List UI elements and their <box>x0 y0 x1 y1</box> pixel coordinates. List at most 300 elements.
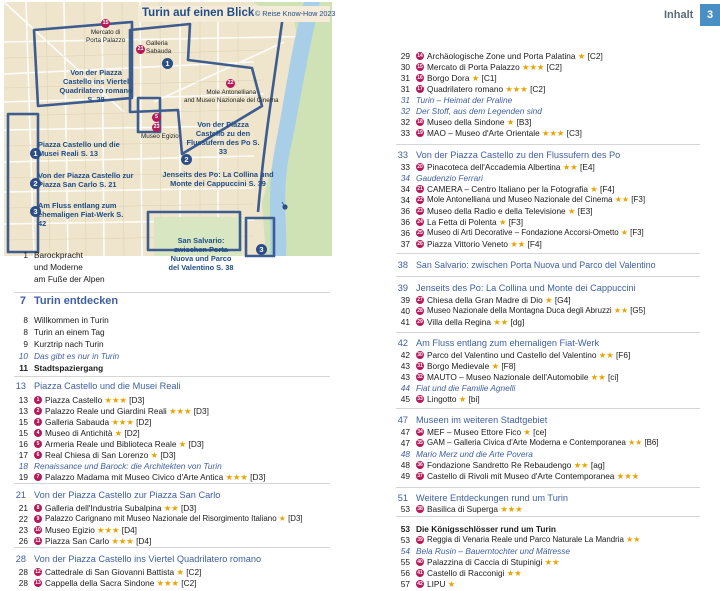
toc-page-num: 36 <box>400 217 410 227</box>
toc-title: Piazza Castello und die Musei Reali <box>34 381 181 391</box>
map-ref: [D3] <box>193 406 209 416</box>
map-ref: [F4] <box>527 239 542 249</box>
toc-page-num: 28 <box>18 567 28 577</box>
star-rating: ★★ <box>562 162 578 172</box>
star-rating: ★ <box>577 51 586 61</box>
toc-title: Museo Nazionale della Montagna Duca degli Abruzzi <box>427 306 612 315</box>
map-poi-label: Mercato di Porta Palazzo <box>86 29 126 44</box>
toc-title: LIPU <box>427 579 446 589</box>
poi-badge: 19 <box>417 130 423 136</box>
toc-title: Piazza San Carlo <box>45 536 110 546</box>
toc-page-num: 51 <box>397 493 408 503</box>
divider <box>396 487 700 488</box>
toc-page-num: 36 <box>400 206 410 216</box>
map-ref: [D3] <box>188 439 204 449</box>
toc-title: Villa della Regina <box>427 317 491 327</box>
toc-title: Palazzina di Caccia di Stupinigi <box>427 557 543 567</box>
toc-title: MEF – Museo Ettore Fico <box>427 427 522 437</box>
star-rating: ★★★ <box>97 525 120 535</box>
map-ref: [dg] <box>510 317 525 327</box>
toc-title: Willkommen in Turin <box>34 315 109 325</box>
map-ref: [C2] <box>530 84 546 94</box>
toc-page-num: 32 <box>400 106 410 116</box>
poi-badge: 39 <box>417 537 423 543</box>
toc-title: Lingotto <box>427 394 457 404</box>
poi-badge: 32 <box>417 374 423 380</box>
poi-badge: 40 <box>417 559 423 565</box>
map-ref: [B6] <box>644 438 659 447</box>
map-ref: [D3] <box>180 503 197 513</box>
star-rating: ★ <box>568 206 576 216</box>
toc-title: Am Fluss entlang zum ehemaligen Fiat-Werk <box>416 338 600 348</box>
poi-badge: 13 <box>35 580 41 586</box>
star-rating: ★ <box>176 567 184 577</box>
divider <box>14 376 330 377</box>
toc-page-num: 13 <box>18 406 28 416</box>
star-rating: ★★ <box>163 503 179 513</box>
star-rating: ★★★ <box>542 128 565 138</box>
toc-title: Jenseits des Po: La Collina und Monte dei Cappuccini <box>416 283 636 293</box>
toc-page-num: 49 <box>400 471 410 481</box>
toc-title: Castello di Racconigi <box>427 568 505 578</box>
star-rating: ★★ <box>626 535 641 544</box>
toc-page-num: 37 <box>400 239 410 249</box>
toc-title: Mario Merz und die Arte Povera <box>416 449 533 459</box>
poi-badge: 5 <box>34 440 42 448</box>
map-region-label-2: Von der Piazza Castello zu den Flussufern des Po S. 33 <box>186 120 260 156</box>
map-ref: [D4] <box>121 525 137 535</box>
divider <box>396 276 700 277</box>
star-rating: ★★★ <box>156 578 179 588</box>
page-number: 3 <box>700 4 720 26</box>
toc-title: Piazza Vittorio Veneto <box>427 239 509 249</box>
star-rating: ★★★ <box>225 472 248 482</box>
poi-badge: 41 <box>417 570 423 576</box>
map-ref: [C2] <box>587 51 603 61</box>
toc-title: Pinacoteca dell'Accademia Albertina <box>427 162 561 172</box>
star-rating: ★★★ <box>169 406 192 416</box>
toc-page-num: 17 <box>18 450 28 460</box>
map-ref: [F4] <box>600 184 615 194</box>
toc-title: Palazzo Reale und Giardini Reali <box>45 406 167 416</box>
star-rating: ★★★ <box>111 536 134 546</box>
toc-title: La Fetta di Polenta <box>427 217 497 227</box>
toc-title: Piazza Castello <box>45 395 103 405</box>
toc-title-line <box>45 471 265 483</box>
toc-title: Kurztrip nach Turin <box>34 339 104 349</box>
toc-title: Barockpracht <box>34 250 83 260</box>
poi-badge: 42 <box>417 581 423 587</box>
poi-badge: 3 <box>34 418 42 426</box>
map-ref: [F8] <box>501 361 516 371</box>
toc-page-num: 43 <box>400 372 410 382</box>
toc-title: Mole Antonelliana und Museo Nazionale del Cinema <box>427 195 613 204</box>
toc-page-num: 41 <box>400 317 410 327</box>
toc-title: Gaudenzio Ferrari <box>416 173 483 183</box>
toc-page-num: 15 <box>18 417 28 427</box>
toc-title: Turin entdecken <box>34 295 119 307</box>
toc-page-num: 39 <box>397 283 408 293</box>
map-title: Turin auf einen Blick <box>142 7 255 19</box>
toc-title: Galleria Sabauda <box>45 417 110 427</box>
star-rating: ★★ <box>544 557 560 567</box>
toc-title-line <box>427 503 523 515</box>
star-rating: ★★★ <box>104 395 127 405</box>
map-ref: [D3] <box>288 514 303 523</box>
star-rating: ★ <box>278 514 286 523</box>
map-ref: [C2] <box>546 62 562 72</box>
toc-title: Der Stoff, aus dem Legenden sind <box>416 106 542 116</box>
map-region-number[interactable]: 3 <box>256 244 267 255</box>
toc-title: Cappella della Sacra Sindone <box>45 578 155 588</box>
poi-badge: 2 <box>34 407 42 415</box>
map-ref: [C3] <box>566 128 582 138</box>
toc-title-line <box>427 470 639 482</box>
map-region-label-3: Jenseits des Po: La Collina und Monte dei Cappuccini S. 39 <box>162 170 274 188</box>
star-rating: ★ <box>447 579 456 589</box>
star-rating: ★★★ <box>522 62 545 72</box>
toc-page-num: 8 <box>23 315 28 325</box>
toc-page-num: 13 <box>18 395 28 405</box>
toc-page-num: 53 <box>400 524 410 534</box>
toc-title-line <box>45 535 151 547</box>
toc-title: Museo di Arti Decorative – Fondazione Accorsi-Ometto <box>427 228 619 237</box>
map-ref: [C2] <box>181 578 197 588</box>
toc-title: MAUTO – Museo Nazionale dell'Automobile <box>427 372 589 382</box>
toc-title-line <box>427 316 524 328</box>
toc-title: Turin – Heimat der Praline <box>416 95 513 105</box>
toc-page-num: 21 <box>15 490 26 500</box>
toc-page-num: 38 <box>397 260 408 270</box>
toc-title: Stadtspaziergang <box>34 363 104 373</box>
poi-badge: 27 <box>417 297 423 303</box>
toc-page-num: 16 <box>18 439 28 449</box>
toc-page-num: 9 <box>23 339 28 349</box>
star-rating: ★★ <box>614 195 630 204</box>
divider <box>396 516 700 517</box>
poi-badge: 16 <box>417 75 423 81</box>
toc-page-num: 11 <box>19 363 28 373</box>
toc-title-line <box>45 577 197 589</box>
toc-title-line <box>427 238 542 250</box>
map-legend-label: Piazza Castello und die Musei Reali S. 13 <box>38 140 120 158</box>
toc-title: Bela Rusin – Bauerntochter und Mätresse <box>416 546 571 556</box>
toc-title: Galleria dell'Industria Subalpina <box>45 503 162 513</box>
toc-title: Weitere Entdeckungen rund um Turin <box>416 493 569 503</box>
toc-page-num: 28 <box>18 578 28 588</box>
map-legend-label: Von der Piazza Castello zur Piazza San Carlo S. 21 <box>38 171 134 189</box>
poi-badge: 6 <box>34 451 42 459</box>
toc-title: Archäologische Zone und Porta Palatina <box>427 51 576 61</box>
poi-badge: 8 <box>34 504 42 512</box>
toc-page-num: 33 <box>400 128 410 138</box>
toc-page-num: 31 <box>400 73 410 83</box>
toc-title: Turin an einem Tag <box>34 327 105 337</box>
poi-badge: 18 <box>417 119 423 125</box>
toc-page-num: 1 <box>23 250 28 260</box>
toc-page-num: 30 <box>400 62 410 72</box>
toc-page-num: 18 <box>18 461 28 471</box>
map-ref: [D3] <box>250 472 266 482</box>
toc-title: am Fuße der Alpen <box>34 274 105 284</box>
divider <box>14 547 330 548</box>
toc-page-num: 19 <box>18 472 28 482</box>
poi-badge: 24 <box>417 219 423 225</box>
star-rating: ★ <box>114 428 123 438</box>
star-rating: ★ <box>506 117 515 127</box>
toc-page-num: 29 <box>400 51 410 61</box>
star-rating: ★★★ <box>500 504 523 514</box>
map-ref: [E4] <box>580 162 595 172</box>
poi-badge: 20 <box>417 164 423 170</box>
toc-page-num: 45 <box>400 394 410 404</box>
poi-badge: 15 <box>417 64 423 70</box>
toc-page-num: 21 <box>18 503 28 513</box>
star-rating: ★★★ <box>616 471 640 481</box>
star-rating: ★ <box>458 394 467 404</box>
poi-badge: 26 <box>417 241 423 247</box>
map-ref: [F3] <box>631 195 646 204</box>
map-ref: [ci] <box>607 372 619 382</box>
map-ref: [E3] <box>577 206 593 216</box>
poi-badge: 12 <box>35 569 41 575</box>
toc-page-num: 10 <box>18 351 28 361</box>
star-rating: ★ <box>523 427 531 437</box>
map-legend-number[interactable]: 2 <box>30 178 41 189</box>
poi-badge: 33 <box>417 396 423 402</box>
map-ref: [F3] <box>630 228 644 237</box>
toc-page-num: 23 <box>18 525 28 535</box>
poi-badge: 9 <box>34 515 42 523</box>
toc-page-num: 33 <box>397 150 408 160</box>
poi-badge: 22 <box>417 197 423 203</box>
toc-title: Museo della Sindone <box>427 117 505 127</box>
divider <box>14 483 330 484</box>
toc-page-num: 43 <box>400 361 410 371</box>
toc-title: Von der Piazza Castello ins Viertel Quadrilatero romano <box>34 554 262 564</box>
map-poi-pin[interactable]: 15 <box>102 20 109 26</box>
toc-title: Renaissance und Barock: die Architekten von Turin <box>34 461 222 471</box>
star-rating: ★ <box>471 73 480 83</box>
toc-title: Chiesa della Gran Madre di Dio <box>427 295 543 305</box>
toc-page-num: 48 <box>400 460 410 470</box>
poi-badge: 29 <box>417 319 423 325</box>
toc-title-line <box>427 578 455 590</box>
poi-badge: 10 <box>35 527 41 533</box>
map-ref: [D2] <box>136 417 152 427</box>
toc-title: Parco del Valentino und Castello del Valentino <box>427 350 597 360</box>
map-ref: [bi] <box>468 394 480 404</box>
toc-title: Palazzo Madama mit Museo Civico d'Arte Antica <box>45 472 224 482</box>
toc-title: Armeria Reale und Biblioteca Reale <box>45 439 177 449</box>
toc-page-num: 56 <box>400 568 410 578</box>
toc-right-column <box>396 0 706 591</box>
toc-page-num: 7 <box>19 295 26 307</box>
poi-badge: 35 <box>417 440 423 446</box>
star-rating: ★★★ <box>111 417 134 427</box>
toc-title: Borgo Medievale <box>427 361 490 371</box>
toc-page-num: 33 <box>400 162 410 172</box>
map-ref: [C2] <box>186 567 202 577</box>
toc-page-num: 26 <box>18 536 28 546</box>
toc-title: Von der Piazza Castello zur Piazza San Carlo <box>34 490 221 500</box>
toc-left-column <box>14 0 330 591</box>
map-poi-pin[interactable]: 21 <box>137 46 144 52</box>
toc-title: Palazzo Carignano mit Museo Nazionale del Risorgimento Italiano <box>45 514 277 523</box>
toc-page-num: 47 <box>400 427 410 437</box>
poi-badge: 30 <box>417 352 423 358</box>
star-rating: ★★ <box>613 306 629 315</box>
toc-page-num: 31 <box>400 84 410 94</box>
map-ref: [D4] <box>136 536 152 546</box>
map-ref: [ag] <box>590 460 605 470</box>
map-legend-number[interactable]: 1 <box>30 148 41 159</box>
toc-title: Fiat und die Familie Agnelli <box>416 383 516 393</box>
toc-title: Fondazione Sandretto Re Rebaudengo <box>427 460 572 470</box>
poi-badge: 21 <box>417 186 423 192</box>
poi-badge: 28 <box>417 308 423 314</box>
star-rating: ★ <box>545 295 553 305</box>
map-region-number[interactable]: 2 <box>181 154 192 165</box>
toc-page-num: 34 <box>400 184 410 194</box>
map-region-label-1: Von der Piazza Castello ins Viertel Quadrilatero romano S. 28 <box>59 68 133 104</box>
poi-badge: 1 <box>34 396 42 404</box>
toc-page-num: 32 <box>400 117 410 127</box>
toc-page-num: 31 <box>400 95 410 105</box>
toc-title-line <box>427 393 480 405</box>
star-rating: ★★ <box>506 568 522 578</box>
poi-badge: 11 <box>35 538 41 544</box>
star-rating: ★★ <box>493 317 509 327</box>
toc-page-num: 40 <box>400 306 410 316</box>
toc-title: Museo Egizio <box>45 525 95 535</box>
map-region-number[interactable]: 1 <box>162 58 173 69</box>
toc-title: GAM – Galleria Civica d'Arte Moderna e Contemporanea <box>427 438 626 447</box>
toc-page-num: 53 <box>400 504 410 514</box>
toc-page-num: 13 <box>15 381 26 391</box>
map-ref: [D3] <box>160 450 176 460</box>
poi-badge: 31 <box>417 363 423 369</box>
star-rating: ★ <box>150 450 159 460</box>
toc-page-num: 48 <box>400 449 410 459</box>
poi-badge: 14 <box>417 53 423 59</box>
map-ref: [C1] <box>481 73 497 83</box>
toc-page-num: 34 <box>400 173 410 183</box>
toc-title-line <box>427 127 582 139</box>
star-rating: ★★ <box>510 239 526 249</box>
star-rating: ★★ <box>628 438 643 447</box>
toc-title: Real Chiesa di San Lorenzo <box>45 450 149 460</box>
toc-page-num: 55 <box>400 557 410 567</box>
divider <box>396 332 700 333</box>
star-rating: ★★★ <box>505 84 528 94</box>
toc-page-num: 54 <box>400 546 410 556</box>
star-rating: ★ <box>620 228 628 237</box>
map-ref: [G5] <box>630 306 646 315</box>
toc-page-num: 34 <box>400 195 410 205</box>
map-ref: [D3] <box>129 395 145 405</box>
star-rating: ★ <box>498 217 507 227</box>
toc-title: und Moderne <box>34 262 83 272</box>
star-rating: ★★ <box>590 372 606 382</box>
toc-title: Das gibt es nur in Turin <box>34 351 120 361</box>
poi-badge: 17 <box>417 86 423 92</box>
toc-title: CAMERA – Centro Italiano per la Fotografia <box>427 184 588 194</box>
divider <box>14 292 330 293</box>
divider <box>396 144 700 145</box>
map-ref: [D2] <box>124 428 140 438</box>
toc-title: Quadrilatero romano <box>427 84 504 94</box>
map-poi-label: Museo Egizio <box>141 133 179 140</box>
toc-title: Reggia di Venaria Reale und Parco Naturale La Mandria <box>427 535 624 544</box>
map-poi-pin[interactable]: 22 <box>227 80 234 86</box>
toc-page-num: 36 <box>400 228 410 238</box>
divider <box>396 253 700 254</box>
map-legend-label: Am Fluss entlang zum ehemaligen Fiat-Werk S. 42 <box>38 201 124 228</box>
poi-badge: 4 <box>34 429 42 437</box>
toc-page-num: 47 <box>397 415 408 425</box>
toc-page-num: 22 <box>18 514 28 524</box>
toc-title: Die Königsschlösser rund um Turin <box>416 524 556 534</box>
toc-title: Museo di Antichità <box>45 428 113 438</box>
map-poi-pin[interactable]: 23 <box>153 124 160 130</box>
map-region-label-4: San Salvario: zwischen Porta Nuova und Parco del Valentino S. 38 <box>168 236 234 272</box>
toc-title: Mercato di Porta Palazzo <box>427 62 520 72</box>
poi-badge: 7 <box>34 473 42 481</box>
map-ref: [F3] <box>508 217 524 227</box>
map-poi-pin[interactable]: 5 <box>152 113 161 122</box>
toc-page-num: 53 <box>400 535 410 545</box>
toc-title: Basilica di Superga <box>427 504 499 514</box>
star-rating: ★★ <box>573 460 589 470</box>
toc-page-num: 42 <box>397 338 408 348</box>
toc-title: Cattedrale di San Giovanni Battista <box>45 567 175 577</box>
toc-page-num: 44 <box>400 383 410 393</box>
toc-title: Von der Piazza Castello zu den Flussufern des Po <box>416 150 621 160</box>
poi-badge: 38 <box>417 506 423 512</box>
poi-badge: 36 <box>417 462 423 468</box>
toc-title: MAO – Museo d'Arte Orientale <box>427 128 540 138</box>
map-ref: [ce] <box>533 427 547 437</box>
toc-page-num: 42 <box>400 350 410 360</box>
toc-page-num: 8 <box>23 327 28 337</box>
map-ref: [F6] <box>615 350 631 360</box>
star-rating: ★ <box>178 439 187 449</box>
map-copyright: © Reise Know-How 2023 <box>255 9 336 18</box>
toc-title: Castello di Rivoli mit Museo d'Arte Contemporanea <box>427 471 615 481</box>
poi-badge: 37 <box>417 473 423 479</box>
poi-badge: 34 <box>417 429 423 435</box>
toc-title: Museen im weiteren Stadtgebiet <box>416 415 548 425</box>
star-rating: ★★ <box>598 350 614 360</box>
divider <box>396 408 700 409</box>
map-ref: [B3] <box>516 117 532 127</box>
toc-title: San Salvario: zwischen Porta Nuova und Parco del Valentino <box>416 260 656 270</box>
toc-title: Museo della Radio e della Televisione <box>427 206 566 216</box>
running-header: Inhalt <box>664 9 694 21</box>
toc-page-num: 39 <box>400 295 410 305</box>
toc-page-num: 15 <box>18 428 28 438</box>
toc-title: Borgo Dora <box>427 73 470 83</box>
toc-page-num: 57 <box>400 579 410 589</box>
map-legend-number[interactable]: 3 <box>30 206 41 217</box>
poi-badge: 25 <box>417 230 423 236</box>
map-poi-label: Mole Antonelliana and Museo Nazionale del Cinema <box>184 89 279 104</box>
map-ref: [G4] <box>554 295 571 305</box>
poi-badge: 23 <box>417 208 423 214</box>
star-rating: ★ <box>590 184 598 194</box>
toc-page-num: 28 <box>15 554 26 564</box>
